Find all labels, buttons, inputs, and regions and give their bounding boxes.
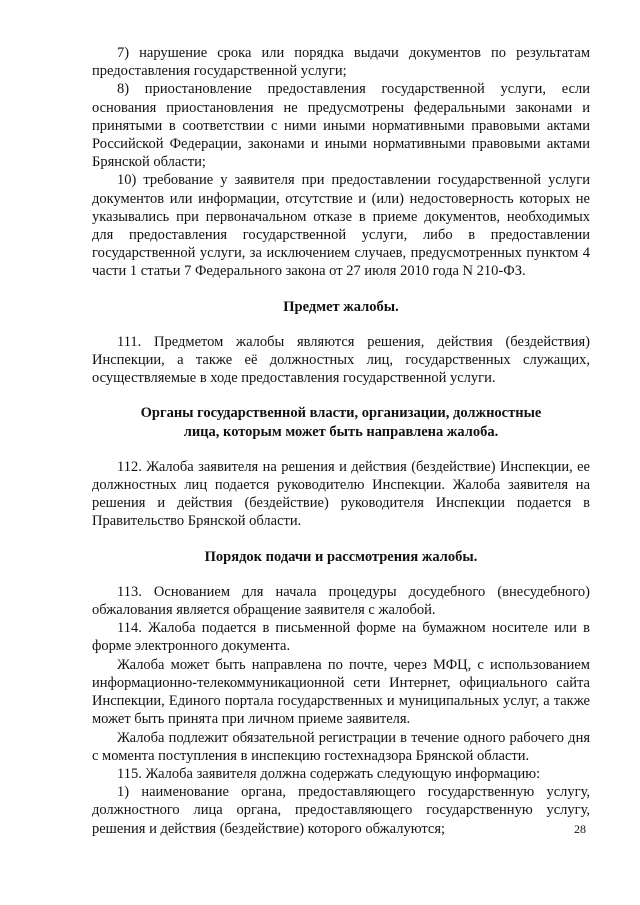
document-page: [92, 44, 590, 838]
paragraph-item-7: 7) нарушение срока или порядка выдачи документов по результатам предоставления государственной услуги;: [92, 45, 590, 80]
section-heading-subject: Предмет жалобы.: [283, 298, 399, 315]
paragraph-113: 113. Основанием для начала процедуры досудебного (внесудебного) обжалования является обращение заявителя с жалобой.: [92, 583, 590, 619]
paragraph-112: 112. Жалоба заявителя на решения и действия (бездействие) Инспекции, ее должностных лиц подается руководителю Инспекции. Жалоба заявителя на решения и действия (бездействие) руководителя Инспекции подается в Правительство Брянской области.: [92, 458, 590, 530]
paragraph-item-8: 8) приостановление предоставления государственной услуги, если основания приостановления не предусмотрены федеральными законами и принятыми в соответствии с ними иными нормативными правовыми актами Российской Федерации, законами и иными нормативными правовыми актами Брянской области;: [92, 81, 590, 171]
page-number: 28: [574, 822, 586, 836]
section-heading-authorities: Органы государственной власти, организации, должностные лица, которым может быть направлена жалоба.: [140, 405, 542, 440]
paragraph-registration: Жалоба подлежит обязательной регистрации в течение одного рабочего дня с момента поступления в инспекцию гостехнадзора Брянской области.: [92, 729, 590, 764]
paragraph-item-10: 10) требование у заявителя при предоставлении государственной услуги документов или информации, отсутствие и (или) недостоверность которых не указывались при первоначальном отказе в приеме документов, необходимых для предоставления государственной услуги, либо в предоставлении государственной услуги, за исключением случаев, предусмотренных пунктом 4 части 1 статьи 7 Федерального закона от 27 июля 2010 года N 210-ФЗ.: [92, 172, 590, 280]
paragraph-111: 111. Предметом жалобы являются решения, действия (бездействия) Инспекции, а также её должностных лиц, государственных служащих, осуществляемые в ходе предоставления государственной услуги.: [92, 333, 590, 387]
paragraph-115: 115. Жалоба заявителя должна содержать следующую информацию:: [117, 765, 541, 782]
paragraph-114: 114. Жалоба подается в письменной форме на бумажном носителе или в форме электронного документа.: [92, 620, 590, 655]
paragraph-submission-channels: Жалоба может быть направлена по почте, через МФЦ, с использованием информационно-телекоммуникационной сети Интернет, официального сайта Инспекции, Единого портала государственных и муниципальных услуг, а также может быть принята при личном приеме заявителя.: [92, 656, 590, 728]
section-heading-procedure: Порядок подачи и рассмотрения жалобы.: [204, 548, 478, 565]
paragraph-115-item-1: 1) наименование органа, предоставляющего государственную услугу, должностного лица органа, предоставляющего государственную услугу, решения и действия (бездействие) которого обжалуются;: [92, 784, 590, 837]
